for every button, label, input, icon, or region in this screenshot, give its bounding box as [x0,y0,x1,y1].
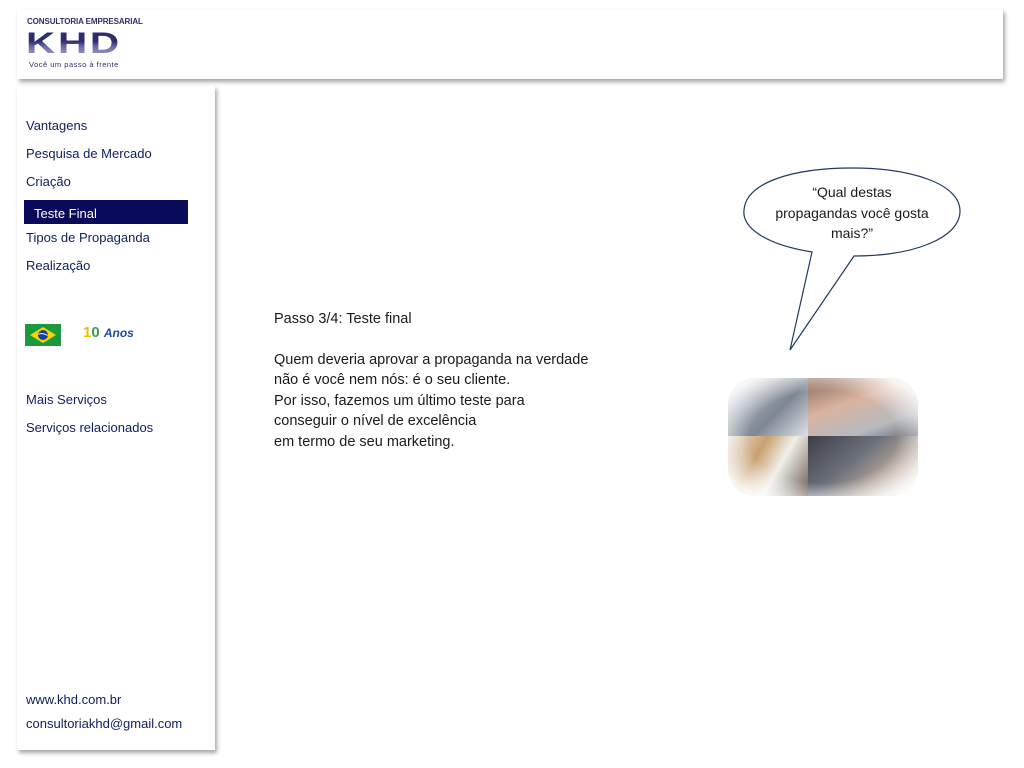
flag-diamond [29,326,57,344]
speech-bubble-text: “Qual destas propagandas você gosta mais?” [775,184,929,241]
anos-word: Anos [103,326,134,340]
people-collage-image [728,378,918,496]
khd-logo[interactable] [26,17,146,73]
brazil-flag-icon [25,324,61,346]
sidebar-item-pesquisa-de-mercado[interactable]: Pesquisa de Mercado [26,146,152,161]
logo-brand: KHD [26,27,122,60]
ten-years-badge [83,324,134,341]
header-bar [17,9,1003,79]
website-link[interactable]: www.khd.com.br [26,692,122,707]
logo-top-text: CONSULTORIA EMPRESARIAL [27,17,143,26]
logo-slogan: Você um passo à frente [29,60,119,69]
paragraph-line: Por isso, fazemos um último teste para [274,392,525,409]
main-content [274,309,654,452]
email-link[interactable]: consultoriakhd@gmail.com [26,716,183,731]
sidebar-item-mais-servicos[interactable]: Mais Serviços [26,392,107,407]
paragraph-line: em termo de seu marketing. [274,433,455,450]
paragraph-line: conseguir o nível de excelência [274,413,477,429]
step-title: Passo 3/4: Teste final [274,311,412,327]
sidebar-item-realizacao[interactable]: Realização [26,258,91,273]
sidebar [17,86,215,750]
sidebar-item-vantagens[interactable]: Vantagens [26,118,88,133]
sidebar-item-teste-final[interactable]: Teste Final [24,200,188,224]
sidebar-item-criacao[interactable]: Criação [26,174,71,189]
anos-digit-1: 1 [83,324,92,341]
sidebar-item-tipos-de-propaganda[interactable]: Tipos de Propaganda [26,230,150,245]
anos-digit-0: 0 [91,324,100,341]
paragraph-line: Quem deveria aprovar a propaganda na verdade [274,351,589,368]
paragraph-line: não é você nem nós: é o seu cliente. [274,372,511,388]
sidebar-item-servicos-relacionados[interactable]: Serviços relacionados [26,420,154,435]
